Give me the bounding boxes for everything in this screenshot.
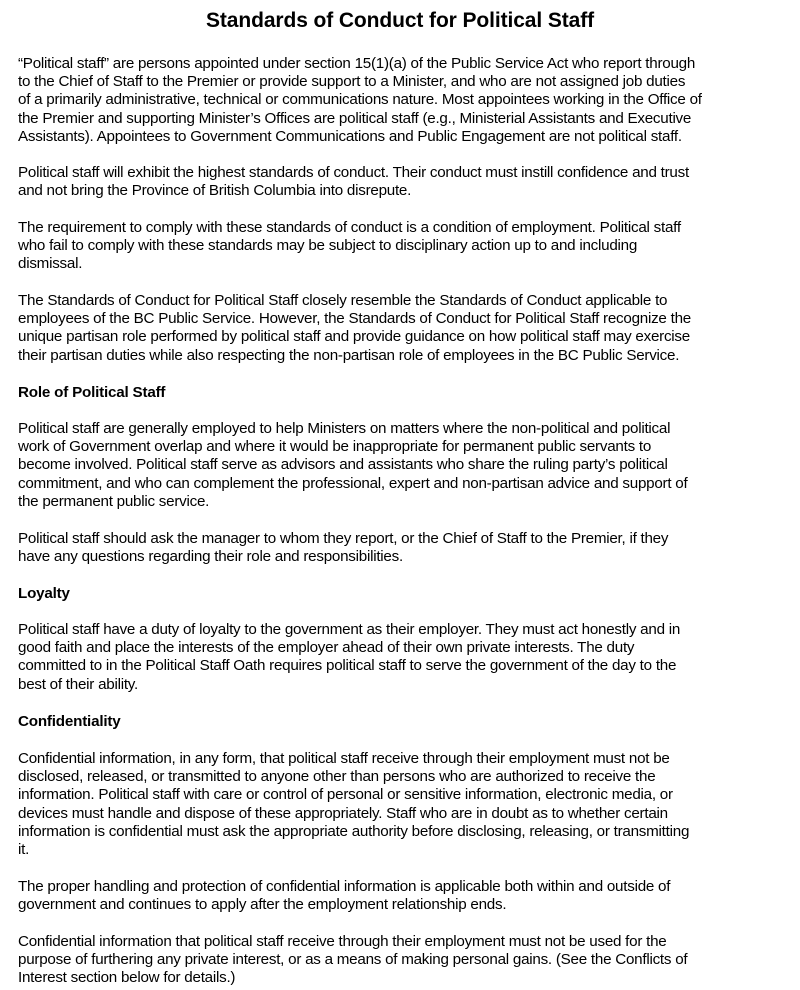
section-heading-loyalty: Loyalty — [18, 585, 70, 602]
paragraph-line: their partisan duties while also respecting the non-partisan role of employees in the BC Public Service. — [18, 346, 680, 364]
paragraph-line: information is confidential must ask the appropriate authority before disclosing, releasing, or transmitting — [18, 822, 690, 840]
paragraph-line: who fail to comply with these standards may be subject to disciplinary action up to and including — [18, 237, 638, 255]
paragraph-line: The proper handling and protection of confidential information is applicable both within and outside of — [18, 878, 671, 895]
paragraph-line: Political staff should ask the manager to whom they report, or the Chief of Staff to the Premier, if they — [18, 530, 669, 547]
paragraph-line: devices must handle and dispose of these appropriately. Staff who are in doubt as to whether certain — [18, 804, 668, 822]
paragraph — [18, 750, 689, 859]
paragraph-line: purpose of furthering any private interest, or as a means of making personal gains. (See the Conflicts of — [18, 951, 688, 969]
paragraph — [18, 420, 687, 511]
paragraph-line: employees of the BC Public Service. However, the Standards of Conduct for Political Staff recognize the — [18, 310, 691, 328]
paragraph-line: Political staff have a duty of loyalty to the government as their employer. They must act honestly and in — [18, 621, 681, 638]
paragraph-line: government and continues to apply after the employment relationship ends. — [18, 896, 507, 914]
paragraph — [18, 933, 687, 988]
section-heading-role: Role of Political Staff — [18, 384, 166, 401]
paragraph-line: become involved. Political staff serve as advisors and assistants who share the ruling party’s political — [18, 456, 668, 474]
paragraph-line: it. — [18, 841, 30, 859]
paragraph-line: commitment, and who can complement the professional, expert and non-partisan advice and support of — [18, 474, 688, 492]
paragraph-line: “Political staff” are persons appointed under section 15(1)(a) of the Public Service Act who report through — [18, 55, 696, 72]
paragraph-line: Confidential information, in any form, that political staff receive through their employment must not be — [18, 750, 670, 767]
paragraph-line: have any questions regarding their role and responsibilities. — [18, 548, 403, 566]
paragraph-line: Confidential information that political staff receive through their employment must not be used for the — [18, 933, 667, 950]
paragraph-line: the Premier and supporting Minister’s Offices are political staff (e.g., Ministerial Assistants and Executive — [18, 109, 692, 127]
paragraph-line: information. Political staff with care or control of personal or sensitive information, electronic media, or — [18, 786, 673, 804]
paragraph-line: dismissal. — [18, 255, 83, 273]
section-heading-confidentiality: Confidentiality — [18, 713, 121, 730]
paragraph-line: the permanent public service. — [18, 492, 210, 510]
paragraph-line: and not bring the Province of British Columbia into disrepute. — [18, 182, 412, 200]
paragraph — [18, 219, 681, 274]
paragraph-line: Assistants). Appointees to Government Communications and Public Engagement are not political staff. — [18, 127, 682, 145]
paragraph-line: disclosed, released, or transmitted to anyone other than persons who are authorized to receive the — [18, 768, 656, 786]
paragraph-line: of a primarily administrative, technical or communications nature. Most appointees working in the Office of — [18, 91, 702, 109]
paragraph-line: work of Government overlap and where it would be inappropriate for permanent public servants to — [18, 438, 652, 456]
paragraph — [18, 55, 702, 146]
paragraph-line: The Standards of Conduct for Political Staff closely resemble the Standards of Conduct applicable to — [18, 292, 668, 309]
paragraph — [18, 292, 691, 365]
paragraph-line: Political staff are generally employed to help Ministers on matters where the non-political and political — [18, 420, 671, 437]
paragraph-line: best of their ability. — [18, 675, 138, 693]
paragraph-line: Interest section below for details.) — [18, 969, 236, 987]
paragraph — [18, 878, 670, 914]
paragraph-line: committed to in the Political Staff Oath requires political staff to serve the government of the day to the — [18, 657, 677, 675]
paragraph — [18, 530, 668, 566]
paragraph-line: Political staff will exhibit the highest standards of conduct. Their conduct must instill confidence and trust — [18, 164, 689, 181]
paragraph-line: The requirement to comply with these standards of conduct is a condition of employment. Political staff — [18, 219, 681, 236]
paragraph-line: good faith and place the interests of the employer ahead of their own private interests. The duty — [18, 639, 635, 657]
document-title: Standards of Conduct for Political Staff — [205, 9, 595, 32]
paragraph — [18, 621, 680, 694]
paragraph-line: unique partisan role performed by political staff and provide guidance on how political staff may exercise — [18, 328, 690, 346]
document-page — [18, 0, 788, 987]
paragraph — [18, 164, 689, 200]
paragraph-line: to the Chief of Staff to the Premier or provide support to a Minister, and who are not assigned job duties — [18, 73, 686, 91]
